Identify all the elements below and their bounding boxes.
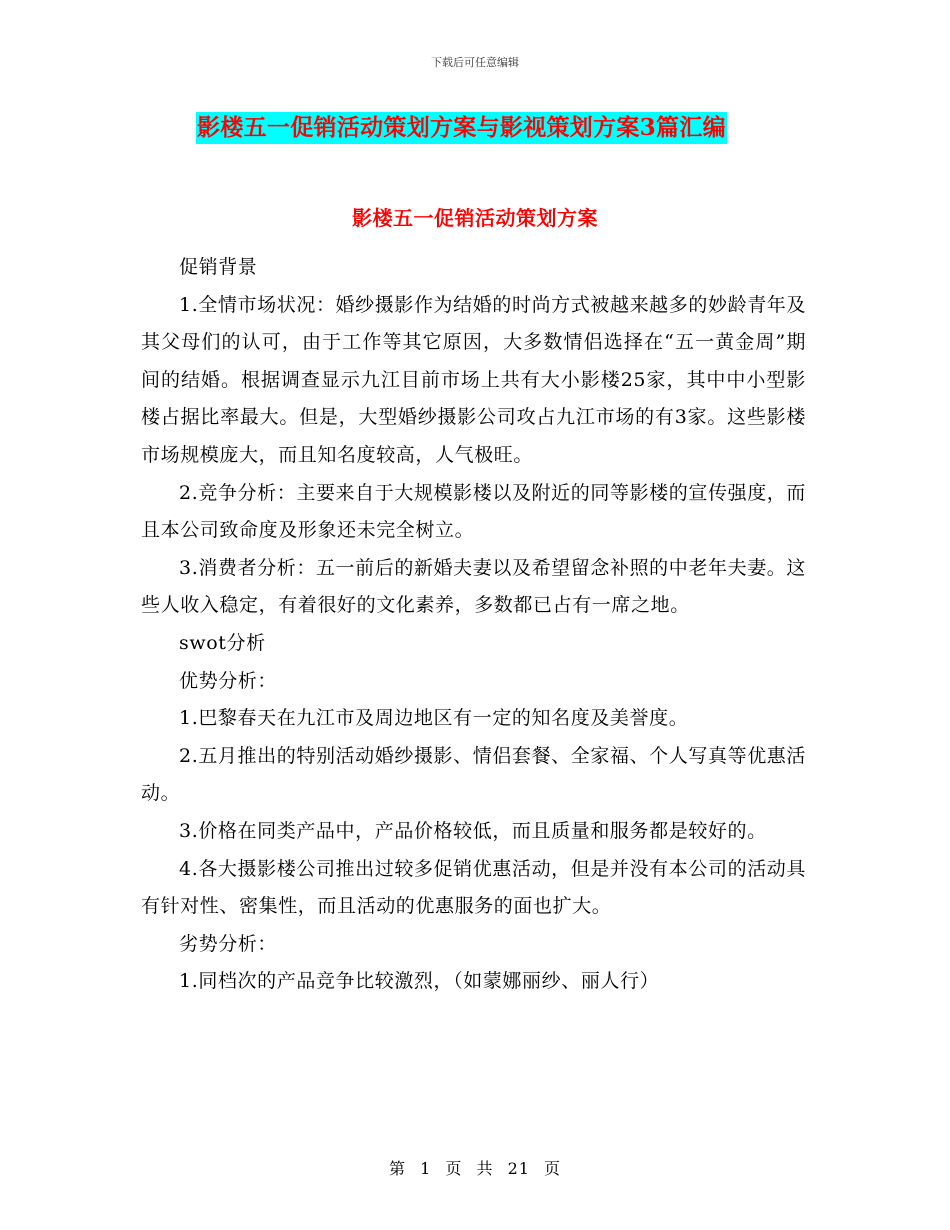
paragraph: swot分析 xyxy=(179,631,266,654)
paragraph: 4.各大摄影楼公司推出过较多促销优惠活动，但是并没有本公司的活动具有针对性、密集性，而且活动的优惠服务的面也扩大。 xyxy=(141,857,806,918)
paragraph: 2.竞争分析：主要来自于大规模影楼以及附近的同等影楼的宣传强度，而且本公司致命度及形象还未完全树立。 xyxy=(141,481,806,542)
page-number: 1 xyxy=(420,1159,432,1178)
page-footer xyxy=(0,1156,950,1179)
footer-total-prefix: 共 xyxy=(476,1159,494,1178)
footer-prefix: 第 xyxy=(388,1159,406,1178)
paragraph: 2.五月推出的特别活动婚纱摄影、情侣套餐、全家福、个人写真等优惠活动。 xyxy=(141,744,806,805)
total-pages: 21 xyxy=(507,1159,530,1178)
paragraph: 3.消费者分析：五一前后的新婚夫妻以及希望留念补照的中老年夫妻。这些人收入稳定，有着很好的文化素养，多数都已占有一席之地。 xyxy=(141,556,806,617)
section-title: 影楼五一促销活动策划方案 xyxy=(352,206,598,230)
paragraph: 3.价格在同类产品中，产品价格较低，而且质量和服务都是较好的。 xyxy=(179,819,767,842)
paragraph: 劣势分析： xyxy=(179,932,278,955)
page-header: 下载后可任意编辑 xyxy=(431,56,519,69)
paragraph: 优势分析： xyxy=(179,669,278,692)
paragraph: 促销背景 xyxy=(179,256,258,278)
paragraph: 1.同档次的产品竞争比较激烈，（如蒙娜丽纱、丽人行） xyxy=(179,970,660,993)
paragraph: 1.全情市场状况：婚纱摄影作为结婚的时尚方式被越来越多的妙龄青年及其父母们的认可，由于工作等其它原因，大多数情侣选择在“五一黄金周”期间的结婚。根据调查显示九江目前市场上共有大小影楼25家，其中中小型影楼占据比率最大。但是，大型婚纱摄影公司攻占九江市场的有3家。这些影楼市场规模庞大，而且知名度较高，人气极旺。 xyxy=(141,293,806,466)
footer-mid: 页 xyxy=(445,1159,463,1178)
paragraph: 1.巴黎春天在九江市及周边地区有一定的知名度及美誉度。 xyxy=(179,707,689,730)
document-title: 影楼五一促销活动策划方案与影视策划方案3篇汇编 xyxy=(196,112,727,144)
document-body xyxy=(141,249,806,1001)
footer-suffix: 页 xyxy=(544,1159,562,1178)
